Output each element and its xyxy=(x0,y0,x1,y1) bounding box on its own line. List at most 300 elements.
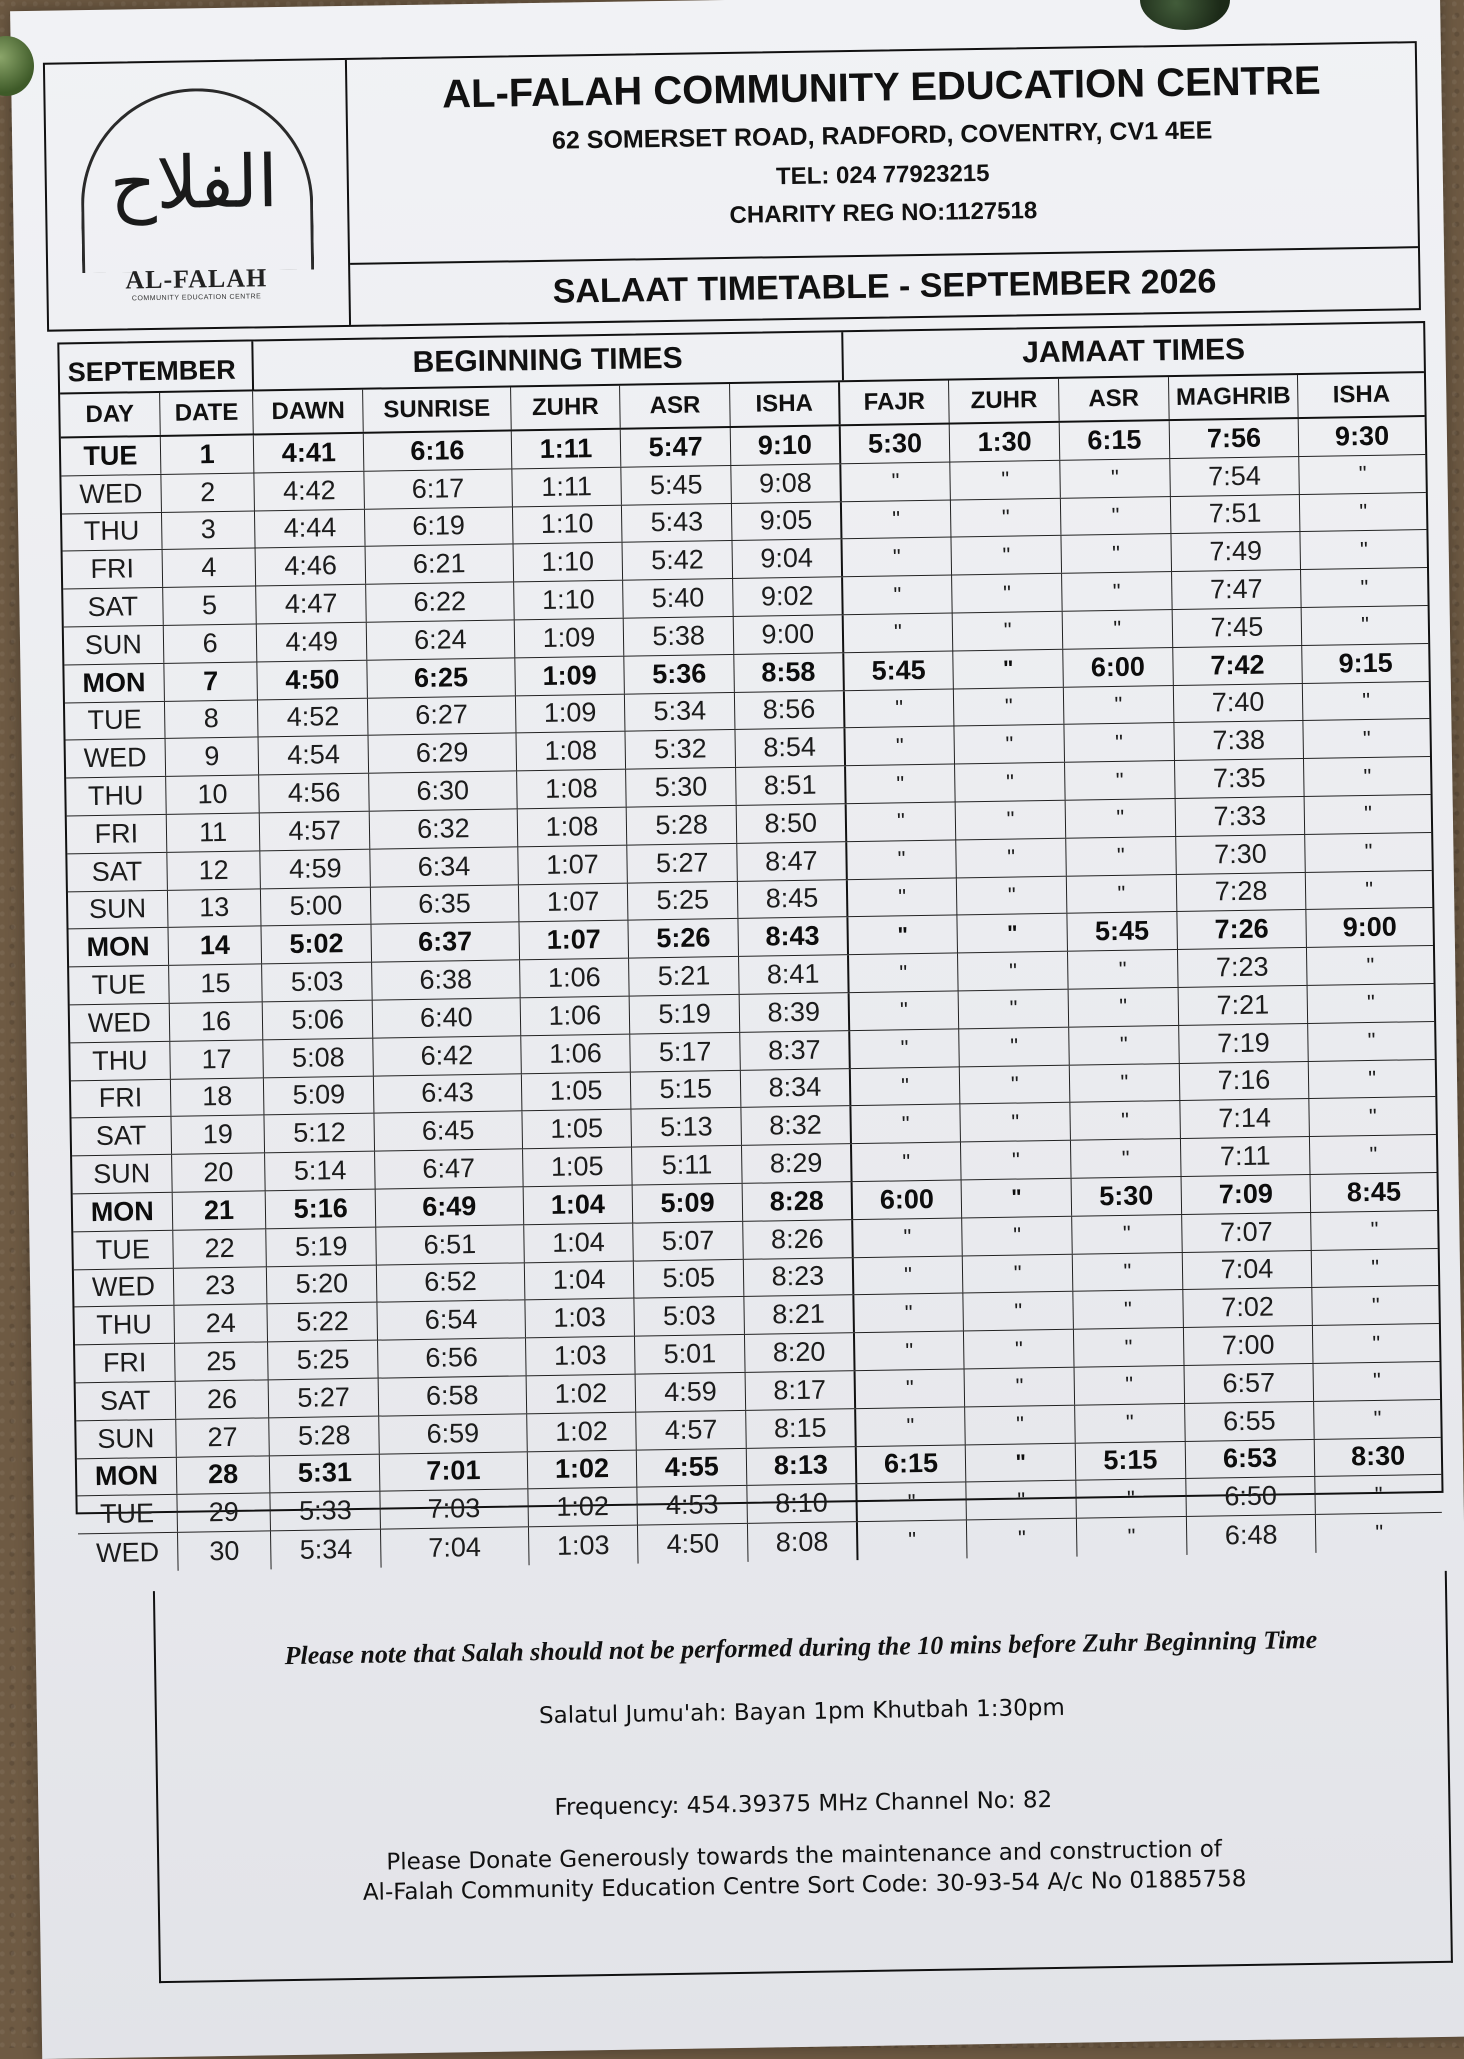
cell-jamaat-zuhr: " xyxy=(967,1481,1077,1520)
cell-day: TUE xyxy=(65,701,165,739)
cell-isha: 8:41 xyxy=(739,955,849,994)
cell-date: 22 xyxy=(173,1229,267,1267)
cell-jamaat-maghrib: 7:35 xyxy=(1175,759,1305,798)
cell-dawn: 4:54 xyxy=(259,736,369,775)
cell-dawn: 4:52 xyxy=(258,698,368,737)
cell-day: SUN xyxy=(64,626,164,664)
cell-jamaat-fajr: " xyxy=(849,954,959,993)
cell-zuhr: 1:05 xyxy=(523,1148,633,1187)
cell-asr: 5:47 xyxy=(621,428,731,467)
donation-note-line2: Al-Falah Community Education Centre Sort Code: 30-93-54 A/c No 01885758 xyxy=(362,1866,1247,1906)
cell-jamaat-asr: " xyxy=(1068,950,1178,989)
cell-date: 13 xyxy=(168,889,262,927)
cell-zuhr: 1:04 xyxy=(523,1186,633,1225)
cell-jamaat-maghrib: 7:56 xyxy=(1169,419,1299,458)
cell-zuhr: 1:07 xyxy=(519,921,629,960)
cell-jamaat-asr: " xyxy=(1073,1253,1183,1292)
cell-sunrise: 6:49 xyxy=(376,1187,524,1226)
cell-date: 28 xyxy=(177,1456,271,1494)
cell-dawn: 5:33 xyxy=(271,1492,381,1531)
cell-day: WED xyxy=(78,1533,178,1572)
cell-asr: 5:30 xyxy=(626,768,736,807)
cell-jamaat-zuhr: " xyxy=(957,876,1067,915)
donation-note-line1: Please Donate Generously towards the maintenance and construction of xyxy=(386,1836,1223,1876)
cell-date: 4 xyxy=(162,549,256,587)
organisation-address: 62 SOMERSET ROAD, RADFORD, COVENTRY, CV1 4EE xyxy=(551,116,1213,155)
cell-dawn: 5:02 xyxy=(262,925,372,964)
cell-jamaat-zuhr: " xyxy=(957,839,1067,878)
cell-zuhr: 1:04 xyxy=(524,1223,634,1262)
cell-dawn: 5:16 xyxy=(266,1190,376,1229)
cell-day: SAT xyxy=(67,853,167,891)
cell-jamaat-fajr: " xyxy=(855,1332,965,1371)
cell-dawn: 5:34 xyxy=(271,1530,381,1570)
cell-sunrise: 6:42 xyxy=(373,1036,521,1075)
cell-asr: 5:03 xyxy=(635,1297,745,1336)
cell-sunrise: 6:30 xyxy=(369,772,517,811)
cell-jamaat-maghrib: 7:02 xyxy=(1183,1288,1313,1327)
cell-jamaat-asr: " xyxy=(1077,1517,1187,1557)
cell-jamaat-maghrib: 7:07 xyxy=(1182,1213,1312,1252)
cell-zuhr: 1:08 xyxy=(517,770,627,809)
cell-asr: 5:09 xyxy=(633,1184,743,1223)
cell-jamaat-fajr: " xyxy=(846,802,956,841)
column-header-day: DAY xyxy=(60,393,160,437)
cell-day: FRI xyxy=(63,550,163,588)
cell-jamaat-maghrib: 7:11 xyxy=(1181,1137,1311,1176)
cell-jamaat-maghrib: 7:51 xyxy=(1171,495,1301,534)
cell-asr: 4:53 xyxy=(638,1486,748,1525)
cell-jamaat-isha: " xyxy=(1360,612,1370,638)
cell-zuhr: 1:08 xyxy=(517,808,627,847)
cell-dawn: 4:47 xyxy=(257,585,367,624)
cell-jamaat-asr: " xyxy=(1064,723,1174,762)
cell-zuhr: 1:09 xyxy=(516,694,626,733)
cell-day: WED xyxy=(61,475,161,513)
cell-day: MON xyxy=(77,1457,177,1495)
cell-jamaat-isha: " xyxy=(1360,574,1369,600)
cell-jamaat-fajr: " xyxy=(853,1256,963,1295)
cell-dawn: 4:50 xyxy=(258,660,368,699)
page-title: SALAAT TIMETABLE - SEPTEMBER 2026 xyxy=(350,246,1419,325)
cell-asr: 5:27 xyxy=(628,844,738,883)
cell-asr: 4:55 xyxy=(637,1448,747,1487)
cell-jamaat-maghrib: 7:21 xyxy=(1178,986,1308,1025)
cell-dawn: 4:41 xyxy=(254,434,364,473)
cell-jamaat-fajr: " xyxy=(849,991,959,1030)
timetable-sheet xyxy=(10,0,1464,2059)
cell-jamaat-isha: " xyxy=(1369,1141,1378,1167)
cell-jamaat-fajr: " xyxy=(848,916,958,955)
cell-jamaat-maghrib: 7:26 xyxy=(1177,910,1307,949)
cell-jamaat-maghrib: 7:49 xyxy=(1171,532,1301,571)
cell-jamaat-isha: 9:30 xyxy=(1334,420,1390,452)
cell-jamaat-zuhr: " xyxy=(966,1443,1076,1482)
cell-sunrise: 6:47 xyxy=(375,1149,523,1188)
cell-jamaat-asr: " xyxy=(1074,1328,1184,1367)
cell-asr: 5:19 xyxy=(630,995,740,1034)
cell-jamaat-fajr: " xyxy=(842,538,952,577)
cell-sunrise: 6:54 xyxy=(378,1301,526,1340)
cell-jamaat-fajr: " xyxy=(850,1029,960,1068)
cell-jamaat-fajr: " xyxy=(854,1294,964,1333)
cell-jamaat-maghrib: 7:19 xyxy=(1179,1024,1309,1063)
cell-jamaat-zuhr: " xyxy=(963,1216,1073,1255)
cell-isha: 8:51 xyxy=(736,766,846,805)
logo-box xyxy=(45,60,351,330)
cell-asr: 4:50 xyxy=(638,1524,748,1564)
cell-jamaat-maghrib: 7:47 xyxy=(1172,570,1302,609)
cell-jamaat-zuhr: " xyxy=(956,801,1066,840)
cell-date: 21 xyxy=(172,1191,266,1229)
cell-isha: 8:28 xyxy=(743,1182,853,1221)
cell-dawn: 5:22 xyxy=(268,1303,378,1342)
cell-dawn: 4:44 xyxy=(255,509,365,548)
cell-jamaat-maghrib: 7:14 xyxy=(1180,1099,1310,1138)
cell-jamaat-isha: 8:30 xyxy=(1350,1440,1406,1472)
cell-isha: 9:02 xyxy=(733,577,843,616)
table-body xyxy=(61,417,1443,1572)
cell-jamaat-isha: " xyxy=(1359,536,1368,562)
cell-zuhr: 1:02 xyxy=(528,1488,638,1527)
cell-zuhr: 1:03 xyxy=(525,1299,635,1338)
cell-jamaat-zuhr: " xyxy=(960,1065,1070,1104)
cell-isha: 8:45 xyxy=(738,880,848,919)
cell-jamaat-isha: " xyxy=(1359,498,1368,525)
cell-zuhr: 1:09 xyxy=(515,656,625,695)
cell-jamaat-fajr: " xyxy=(843,576,953,615)
cell-zuhr: 1:10 xyxy=(513,505,623,544)
cell-day: FRI xyxy=(67,815,167,853)
column-header-isha: ISHA xyxy=(730,382,840,426)
cell-day: TUE xyxy=(61,437,161,475)
cell-jamaat-fajr: " xyxy=(846,765,956,804)
cell-jamaat-asr: " xyxy=(1072,1215,1182,1254)
cell-jamaat-maghrib: 7:28 xyxy=(1176,873,1306,912)
cell-dawn: 5:19 xyxy=(267,1227,377,1266)
cell-jamaat-isha: " xyxy=(1364,839,1373,865)
cell-zuhr: 1:06 xyxy=(520,997,630,1036)
cell-zuhr: 1:07 xyxy=(519,883,629,922)
cell-day: FRI xyxy=(75,1344,175,1382)
cell-jamaat-isha: " xyxy=(1372,1330,1381,1356)
cell-asr: 5:43 xyxy=(622,504,732,543)
cell-jamaat-asr: " xyxy=(1069,1026,1179,1065)
cell-asr: 5:11 xyxy=(632,1146,742,1185)
cell-jamaat-isha: " xyxy=(1366,990,1376,1016)
cell-zuhr: 1:06 xyxy=(520,959,630,998)
cell-date: 29 xyxy=(177,1494,271,1532)
cell-zuhr: 1:03 xyxy=(529,1526,639,1566)
column-header-jamaat-fajr: FAJR xyxy=(840,381,950,425)
cell-jamaat-maghrib: 6:55 xyxy=(1185,1402,1315,1441)
cell-day: WED xyxy=(66,739,166,777)
cell-jamaat-maghrib: 7:45 xyxy=(1172,608,1302,647)
cell-day: WED xyxy=(70,1004,170,1042)
cell-sunrise: 6:37 xyxy=(372,923,520,962)
column-header-dawn: DAWN xyxy=(254,390,364,434)
cell-dawn: 4:56 xyxy=(260,774,370,813)
cell-zuhr: 1:10 xyxy=(513,543,623,582)
cell-isha: 9:08 xyxy=(731,464,841,503)
cell-jamaat-fajr: " xyxy=(843,613,953,652)
cell-date: 30 xyxy=(178,1531,272,1570)
cell-sunrise: 6:19 xyxy=(365,507,513,546)
cell-jamaat-asr: " xyxy=(1071,1139,1181,1178)
cell-date: 15 xyxy=(169,965,263,1003)
cell-jamaat-zuhr: " xyxy=(963,1254,1073,1293)
cell-sunrise: 6:38 xyxy=(372,960,520,999)
cell-dawn: 5:00 xyxy=(261,887,371,926)
cell-date: 6 xyxy=(163,624,257,662)
cell-asr: 5:45 xyxy=(622,466,732,505)
cell-sunrise: 6:17 xyxy=(364,469,512,508)
cell-date: 26 xyxy=(175,1380,269,1418)
column-header-jamaat-asr: ASR xyxy=(1059,377,1169,421)
cell-jamaat-zuhr: " xyxy=(953,612,1063,651)
cell-jamaat-zuhr: " xyxy=(954,687,1064,726)
cell-asr: 5:36 xyxy=(625,655,735,694)
cell-asr: 5:21 xyxy=(629,957,739,996)
cell-jamaat-fajr: " xyxy=(856,1407,966,1446)
cell-dawn: 4:42 xyxy=(255,472,365,511)
cell-jamaat-fajr: " xyxy=(845,727,955,766)
cell-jamaat-asr: " xyxy=(1070,1064,1180,1103)
cell-zuhr: 1:11 xyxy=(512,467,622,506)
cell-jamaat-asr: " xyxy=(1066,837,1176,876)
cell-zuhr: 1:02 xyxy=(527,1412,637,1451)
cell-date: 18 xyxy=(171,1078,265,1116)
cell-isha: 8:47 xyxy=(737,842,847,881)
cell-jamaat-asr: " xyxy=(1065,761,1175,800)
cell-jamaat-zuhr: " xyxy=(961,1141,1071,1180)
cell-jamaat-isha: " xyxy=(1372,1368,1382,1394)
cell-jamaat-maghrib: 7:23 xyxy=(1178,948,1308,987)
cell-jamaat-zuhr: " xyxy=(959,990,1069,1029)
cell-jamaat-zuhr: " xyxy=(952,574,1062,613)
cell-jamaat-fajr: " xyxy=(845,689,955,728)
cell-jamaat-zuhr: " xyxy=(958,914,1068,953)
cell-dawn: 4:49 xyxy=(257,623,367,662)
cell-jamaat-maghrib: 6:53 xyxy=(1185,1439,1315,1478)
cell-jamaat-fajr: " xyxy=(857,1483,967,1522)
cell-jamaat-zuhr: " xyxy=(955,763,1065,802)
cell-dawn: 5:09 xyxy=(264,1076,374,1115)
cell-jamaat-isha: " xyxy=(1362,687,1371,714)
cell-sunrise: 6:51 xyxy=(376,1225,524,1264)
cell-jamaat-zuhr: " xyxy=(954,650,1064,689)
cell-asr: 5:28 xyxy=(627,806,737,845)
cell-date: 3 xyxy=(162,511,256,549)
organisation-name: AL-FALAH COMMUNITY EDUCATION CENTRE xyxy=(441,58,1321,117)
column-header-jamaat-zuhr: ZUHR xyxy=(949,379,1059,423)
column-header-jamaat-isha: ISHA xyxy=(1332,380,1391,409)
cell-isha: 8:15 xyxy=(746,1409,856,1448)
cell-jamaat-maghrib: 7:09 xyxy=(1181,1175,1311,1214)
cell-jamaat-zuhr: " xyxy=(964,1330,1074,1369)
cell-sunrise: 6:24 xyxy=(367,620,515,659)
cell-jamaat-maghrib: 7:16 xyxy=(1179,1062,1309,1101)
cell-jamaat-maghrib: 7:00 xyxy=(1184,1326,1314,1365)
cell-day: SUN xyxy=(76,1420,176,1458)
cell-zuhr: 1:02 xyxy=(527,1450,637,1489)
cell-sunrise: 6:35 xyxy=(371,885,519,924)
cell-zuhr: 1:04 xyxy=(524,1261,634,1300)
cell-jamaat-maghrib: 7:40 xyxy=(1174,684,1304,723)
logo-arabic-text: الفلاح xyxy=(109,139,279,226)
cell-jamaat-isha: " xyxy=(1363,801,1373,827)
cell-sunrise: 6:22 xyxy=(366,583,514,622)
organisation-telephone: TEL: 024 77923215 xyxy=(775,159,990,191)
cell-jamaat-asr: " xyxy=(1061,497,1171,536)
cell-dawn: 4:57 xyxy=(260,812,370,851)
column-header-date: DATE xyxy=(160,391,254,434)
cell-date: 10 xyxy=(166,776,260,814)
cell-jamaat-fajr: " xyxy=(848,878,958,917)
cell-isha: 8:34 xyxy=(741,1069,851,1108)
cell-date: 20 xyxy=(172,1154,266,1192)
cell-dawn: 5:14 xyxy=(265,1152,375,1191)
cell-isha: 8:43 xyxy=(738,918,848,957)
cell-sunrise: 6:59 xyxy=(379,1414,527,1453)
cell-jamaat-asr: " xyxy=(1070,1101,1180,1140)
cell-jamaat-isha: " xyxy=(1368,1065,1377,1091)
zuhr-warning-note: Please note that Salah should not be performed during the 10 mins before Zuhr Beginning Time xyxy=(284,1624,1318,1671)
cell-jamaat-zuhr: " xyxy=(965,1368,1075,1407)
cell-sunrise: 6:43 xyxy=(374,1074,522,1113)
cell-isha: 9:00 xyxy=(734,615,844,654)
logo-name: AL-FALAH xyxy=(125,263,268,295)
cell-asr: 5:13 xyxy=(632,1108,742,1147)
cell-jamaat-zuhr: " xyxy=(967,1519,1077,1559)
jamaat-times-label: JAMAAT TIMES xyxy=(1021,332,1246,370)
column-header-asr: ASR xyxy=(620,384,730,428)
cell-jamaat-isha: " xyxy=(1358,461,1367,487)
cell-date: 7 xyxy=(164,662,258,700)
cell-isha: 8:17 xyxy=(746,1371,856,1410)
cell-jamaat-asr: 5:45 xyxy=(1067,912,1177,951)
cell-jamaat-zuhr: " xyxy=(952,536,1062,575)
cell-jamaat-asr: 5:30 xyxy=(1072,1177,1182,1216)
cell-day: THU xyxy=(66,777,166,815)
cell-jamaat-asr: 5:15 xyxy=(1076,1441,1186,1480)
beginning-times-label: BEGINNING TIMES xyxy=(253,332,844,389)
cell-jamaat-fajr: 6:15 xyxy=(856,1445,966,1484)
cell-jamaat-zuhr: " xyxy=(951,498,1061,537)
cell-jamaat-isha: 9:00 xyxy=(1342,911,1398,943)
cell-asr: 4:57 xyxy=(637,1411,747,1450)
cell-sunrise: 6:34 xyxy=(370,847,518,886)
cell-jamaat-zuhr: " xyxy=(961,1103,1071,1142)
cell-jamaat-fajr: 5:45 xyxy=(844,651,954,690)
column-header-jamaat-maghrib: MAGHRIB xyxy=(1169,375,1299,419)
cell-day: MON xyxy=(64,664,164,702)
cell-asr: 4:59 xyxy=(636,1373,746,1412)
cell-jamaat-fajr: " xyxy=(851,1105,961,1144)
cell-dawn: 4:46 xyxy=(256,547,366,586)
jumuah-note: Salatul Jumu'ah: Bayan 1pm Khutbah 1:30pm xyxy=(538,1694,1065,1730)
cell-zuhr: 1:07 xyxy=(518,845,628,884)
cell-isha: 8:39 xyxy=(740,993,850,1032)
cell-zuhr: 1:05 xyxy=(522,1110,632,1149)
cell-jamaat-isha: " xyxy=(1367,1028,1376,1054)
cell-jamaat-isha: " xyxy=(1373,1405,1382,1432)
cell-jamaat-isha: 9:15 xyxy=(1338,647,1393,679)
cell-zuhr: 1:08 xyxy=(516,732,626,771)
cell-dawn: 5:27 xyxy=(269,1379,379,1418)
month-label: SEPTEMBER xyxy=(59,341,254,392)
cell-dawn: 4:59 xyxy=(261,849,371,888)
cell-asr: 5:38 xyxy=(624,617,734,656)
notes-box xyxy=(153,1571,1453,1983)
cell-date: 8 xyxy=(165,700,259,738)
cell-jamaat-asr: " xyxy=(1069,988,1179,1027)
cell-jamaat-zuhr: " xyxy=(955,725,1065,764)
cell-jamaat-maghrib: 7:04 xyxy=(1182,1250,1312,1289)
cell-dawn: 5:12 xyxy=(265,1114,375,1153)
cell-asr: 5:05 xyxy=(634,1259,744,1298)
organisation-details xyxy=(347,43,1419,325)
cell-jamaat-zuhr: 1:30 xyxy=(950,423,1060,462)
column-header-sunrise: SUNRISE xyxy=(363,387,511,431)
cell-jamaat-isha: " xyxy=(1370,1217,1379,1243)
cell-dawn: 5:28 xyxy=(270,1416,380,1455)
cell-isha: 8:54 xyxy=(735,729,845,768)
cell-day: SAT xyxy=(71,1117,171,1155)
cell-jamaat-zuhr: " xyxy=(965,1405,1075,1444)
cell-asr: 5:26 xyxy=(629,919,739,958)
cell-sunrise: 6:45 xyxy=(375,1112,523,1151)
cell-jamaat-zuhr: " xyxy=(951,461,1061,500)
cell-date: 16 xyxy=(169,1002,263,1040)
cell-asr: 5:40 xyxy=(623,579,733,618)
cell-jamaat-isha: " xyxy=(1371,1254,1380,1280)
cell-asr: 5:25 xyxy=(628,881,738,920)
cell-day: SAT xyxy=(76,1382,176,1420)
cell-jamaat-asr: 6:00 xyxy=(1063,648,1173,687)
cell-day: TUE xyxy=(77,1495,177,1533)
cell-date: 9 xyxy=(165,738,259,776)
cell-sunrise: 6:25 xyxy=(367,658,515,697)
cell-asr: 5:17 xyxy=(631,1033,741,1072)
logo-subtitle: COMMUNITY EDUCATION CENTRE xyxy=(131,293,262,303)
cell-dawn: 5:25 xyxy=(268,1341,378,1380)
frequency-note: Frequency: 454.39375 MHz Channel No: 82 xyxy=(554,1787,1053,1821)
cell-isha: 8:29 xyxy=(742,1144,852,1183)
cell-isha: 9:05 xyxy=(732,502,842,541)
cell-day: FRI xyxy=(71,1079,171,1117)
cell-asr: 5:32 xyxy=(626,730,736,769)
cell-jamaat-isha: " xyxy=(1363,763,1372,789)
cell-sunrise: 7:01 xyxy=(380,1452,528,1491)
cell-date: 12 xyxy=(167,851,261,889)
cell-jamaat-fajr: 5:30 xyxy=(840,425,950,464)
cell-isha: 8:26 xyxy=(743,1220,853,1259)
cell-jamaat-isha: " xyxy=(1371,1292,1380,1318)
cell-zuhr: 1:10 xyxy=(514,581,624,620)
cell-jamaat-fajr: " xyxy=(847,840,957,879)
cell-jamaat-isha: 8:45 xyxy=(1346,1176,1402,1208)
cell-asr: 5:15 xyxy=(631,1070,741,1109)
cell-day: WED xyxy=(74,1268,174,1306)
cell-sunrise: 6:56 xyxy=(378,1338,526,1377)
cell-dawn: 5:20 xyxy=(267,1265,377,1304)
cell-isha: 8:08 xyxy=(748,1522,858,1562)
cell-jamaat-fajr: " xyxy=(842,500,952,539)
cell-jamaat-asr: " xyxy=(1066,799,1176,838)
cell-isha: 8:20 xyxy=(745,1333,855,1372)
cell-jamaat-zuhr: " xyxy=(964,1292,1074,1331)
